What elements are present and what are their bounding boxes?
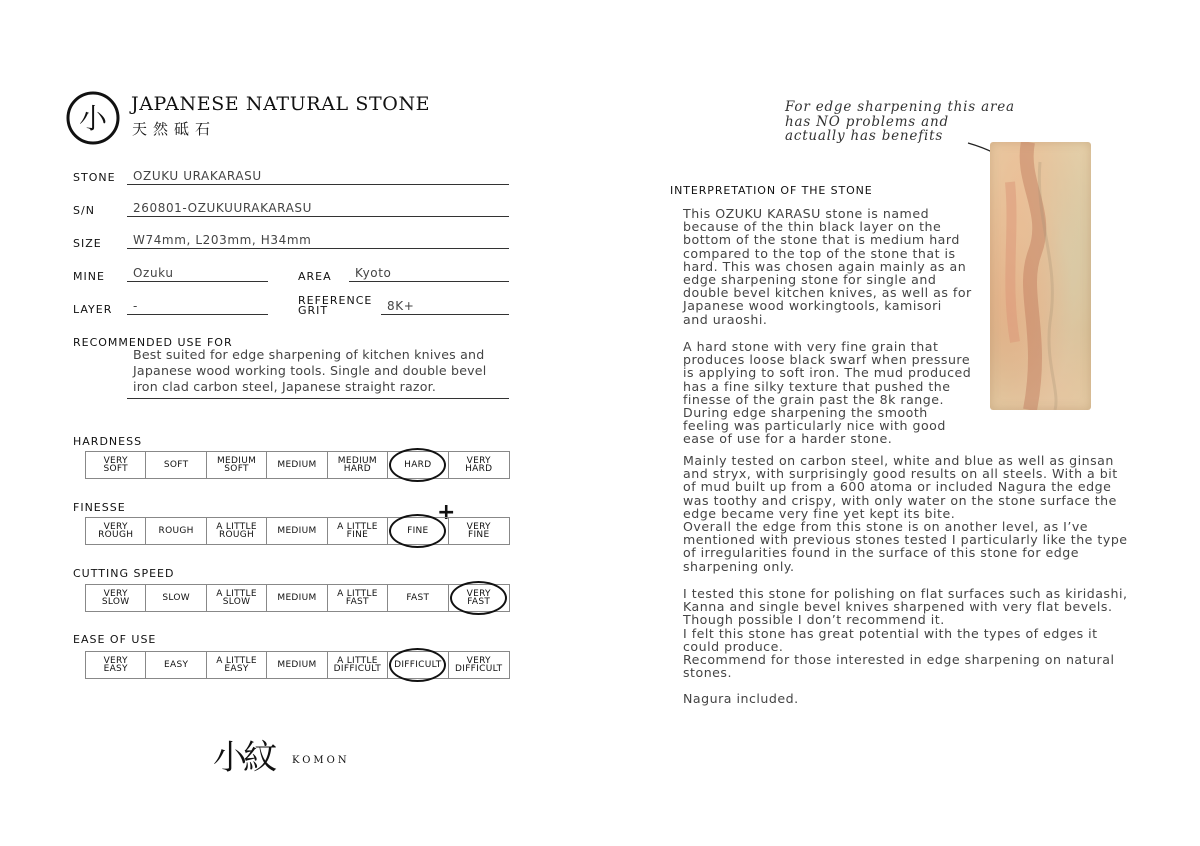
option-label-line: VERY xyxy=(103,656,128,666)
mine-value: Ozuku xyxy=(127,266,268,282)
interpretation-paragraph-5: Nagura included. xyxy=(683,691,799,706)
handwritten-note: For edge sharpening this area has NO problems and actually has benefits xyxy=(785,99,1015,144)
cutting-speed-option xyxy=(267,585,327,611)
sn-label: S/N xyxy=(73,204,95,217)
option-label-line: FINE xyxy=(468,530,490,540)
option-label-line: FAST xyxy=(345,597,369,607)
option-label-line: FINE xyxy=(346,530,369,540)
reference-label: REFERENCE xyxy=(298,294,373,307)
ease-of-use-scale xyxy=(85,651,510,679)
logo-glyph: 小 xyxy=(78,102,108,135)
option-label-line: DIFFICULT xyxy=(455,664,503,674)
option-label xyxy=(404,461,431,469)
option-label-line: SOFT xyxy=(224,464,249,474)
option-label xyxy=(394,661,441,669)
recommended-underline xyxy=(127,398,509,399)
reference-grit-label xyxy=(298,296,372,316)
option-label xyxy=(467,590,491,606)
option-label-line: SLOW xyxy=(222,597,251,607)
ease-of-use-option xyxy=(449,652,509,678)
hardness-option xyxy=(86,452,146,478)
option-label-line: DIFFICULT xyxy=(394,660,442,670)
option-label-line: A LITTLE xyxy=(216,589,257,599)
mine-label: MINE xyxy=(73,270,105,283)
option-label-line: ROUGH xyxy=(218,530,255,540)
brand-title: JAPANESE NATURAL STONE xyxy=(131,93,431,115)
option-label xyxy=(337,523,378,539)
option-label xyxy=(337,590,378,606)
cutting-speed-option xyxy=(207,585,267,611)
hardness-option xyxy=(146,452,206,478)
stone-value: OZUKU URAKARASU xyxy=(127,169,509,185)
cutting-speed-title: CUTTING SPEED xyxy=(73,567,175,580)
hardness-option xyxy=(449,452,509,478)
option-label xyxy=(277,661,316,669)
option-label-line: DIFFICULT xyxy=(333,664,382,674)
option-label-line: VERY xyxy=(466,656,491,666)
option-label xyxy=(216,590,257,606)
option-label-line: A LITTLE xyxy=(337,522,378,532)
finesse-option xyxy=(388,518,448,544)
option-label xyxy=(164,461,189,469)
option-label-line: VERY xyxy=(103,456,128,466)
brand-subtitle: 天然砥石 xyxy=(132,120,217,138)
interpretation-paragraph-3: Mainly tested on carbon steel, white and blue as well as ginsan and stryx, with surprisingly good results on all steels. With a bit of mud built up from a 600 atoma or included Nagura the edge was toothy and crispy, with only water on the stone surface the edge became very fine yet kept its bite. Overall the edge from this stone is on another level, as I’ve mentioned with previous stones tested I particularly like the type of irregularities found in the surface of this stone for edge sharpening only. xyxy=(683,453,1128,574)
option-label-line: EASY xyxy=(164,660,189,670)
option-label-line: HARD xyxy=(404,460,432,470)
option-label xyxy=(334,657,381,673)
option-label xyxy=(467,523,491,539)
finesse-option xyxy=(207,518,267,544)
option-label-line: ROUGH xyxy=(98,530,134,540)
interpretation-title: INTERPRETATION OF THE STONE xyxy=(670,184,873,197)
option-label xyxy=(104,657,128,673)
interpretation-paragraph-4: I tested this stone for polishing on flat surfaces such as kiridashi, Kanna and single bevel knives sharpened with very flat bevels. Though possible I don’t recommend it. I felt this stone has great potential with the types of edges it could produce. Recommend for those interested in edge sharpening on natural stones. xyxy=(683,586,1128,681)
option-label-line: VERY xyxy=(466,456,491,466)
option-label-line: SLOW xyxy=(162,593,190,603)
finesse-option xyxy=(328,518,388,544)
option-label-line: MEDIUM xyxy=(277,460,317,470)
option-label xyxy=(277,527,316,535)
option-label-line: MEDIUM xyxy=(216,456,257,466)
option-label xyxy=(159,527,194,535)
cutting-speed-option xyxy=(146,585,206,611)
option-label-line: EASY xyxy=(224,664,249,674)
recommended-label: RECOMMENDED USE FOR xyxy=(73,336,233,349)
option-label-line: A LITTLE xyxy=(337,656,378,666)
finesse-title: FINESSE xyxy=(73,501,126,514)
option-label-line: HARD xyxy=(465,464,493,474)
option-label-line: FINE xyxy=(407,526,429,536)
option-label xyxy=(216,657,257,673)
cutting-speed-option xyxy=(388,585,448,611)
ease-of-use-option xyxy=(388,652,448,678)
option-label-line: SOFT xyxy=(103,464,128,474)
finesse-option xyxy=(86,518,146,544)
option-label xyxy=(407,527,428,535)
option-label-line: MEDIUM xyxy=(337,456,377,466)
option-label-line: FAST xyxy=(467,597,491,607)
area-label: AREA xyxy=(298,270,332,283)
finesse-option xyxy=(146,518,206,544)
ease-of-use-option xyxy=(207,652,267,678)
hardness-option xyxy=(328,452,388,478)
interpretation-paragraph-1: This OZUKU KARASU stone is named because of the thin black layer on the bottom of the stone that is medium hard compared to the top of the stone that is hard. This was chosen again mainly as an edge sharpening stone for single and double bevel kitchen knives, as well as for Japanese wood workingtools, kamisori and uraoshi. xyxy=(683,206,972,327)
option-label xyxy=(277,461,316,469)
option-label xyxy=(217,457,256,473)
option-label xyxy=(216,523,257,539)
option-label xyxy=(465,457,492,473)
hardness-option xyxy=(207,452,267,478)
option-label-line: EASY xyxy=(103,664,128,674)
option-label xyxy=(455,657,502,673)
ease-of-use-title: EASE OF USE xyxy=(73,633,157,646)
hardness-option xyxy=(267,452,327,478)
komon-script-logo: 小紋 xyxy=(213,738,273,778)
option-label-line: A LITTLE xyxy=(216,656,257,666)
cutting-speed-scale xyxy=(85,584,510,612)
option-label-line: ROUGH xyxy=(158,526,194,536)
option-label-line: MEDIUM xyxy=(277,526,317,536)
size-value: W74mm, L203mm, H34mm xyxy=(127,233,509,249)
cutting-speed-option xyxy=(328,585,388,611)
option-label xyxy=(98,523,133,539)
hardness-option xyxy=(388,452,448,478)
brand-logo xyxy=(66,91,120,145)
option-label xyxy=(406,594,429,602)
option-label-line: MEDIUM xyxy=(277,660,317,670)
size-label: SIZE xyxy=(73,237,102,250)
ease-of-use-option xyxy=(328,652,388,678)
cutting-speed-option xyxy=(449,585,509,611)
finesse-scale xyxy=(85,517,510,545)
option-label xyxy=(102,590,130,606)
ease-of-use-option xyxy=(146,652,206,678)
option-label-line: SOFT xyxy=(163,460,189,470)
option-label-line: VERY xyxy=(103,522,128,532)
reference-grit-value: 8K+ xyxy=(381,299,509,315)
option-label-line: MEDIUM xyxy=(277,593,317,603)
option-label xyxy=(162,594,190,602)
option-label xyxy=(277,594,316,602)
option-label-line: VERY xyxy=(103,589,128,599)
recommended-text: Best suited for edge sharpening of kitchen knives and Japanese wood working tools. Single and double bevel iron clad carbon steel, Japanese straight razor. xyxy=(133,347,487,394)
finesse-plus-mark: + xyxy=(437,500,456,525)
option-label-line: VERY xyxy=(466,522,491,532)
option-label-line: FAST xyxy=(406,593,430,603)
hardness-scale xyxy=(85,451,510,479)
komon-wordmark: KOMON xyxy=(292,755,350,766)
ease-of-use-option xyxy=(86,652,146,678)
stone-photo xyxy=(990,142,1091,410)
option-label xyxy=(164,661,188,669)
stone-label: STONE xyxy=(73,171,116,184)
finesse-option xyxy=(267,518,327,544)
option-label xyxy=(103,457,128,473)
option-label-line: HARD xyxy=(343,464,372,474)
hardness-title: HARDNESS xyxy=(73,435,143,448)
option-label xyxy=(338,457,377,473)
interpretation-paragraph-2: A hard stone with very fine grain that produces loose black swarf when pressure is applying to soft iron. The mud produced has a fine silky texture that pushed the finesse of the grain past the 8k range. During edge sharpening the smooth feeling was particularly nice with good ease of use for a harder stone. xyxy=(683,339,972,447)
ease-of-use-option xyxy=(267,652,327,678)
layer-value: - xyxy=(127,299,268,315)
finesse-option xyxy=(449,518,509,544)
layer-label: LAYER xyxy=(73,303,113,316)
option-label-line: SLOW xyxy=(101,597,130,607)
option-label-line: A LITTLE xyxy=(337,589,378,599)
option-label-line: VERY xyxy=(466,589,491,599)
option-label-line: A LITTLE xyxy=(216,522,257,532)
area-value: Kyoto xyxy=(349,266,509,282)
sn-value: 260801-OZUKUURAKARASU xyxy=(127,201,509,217)
cutting-speed-option xyxy=(86,585,146,611)
grit-label: GRIT xyxy=(298,304,329,317)
